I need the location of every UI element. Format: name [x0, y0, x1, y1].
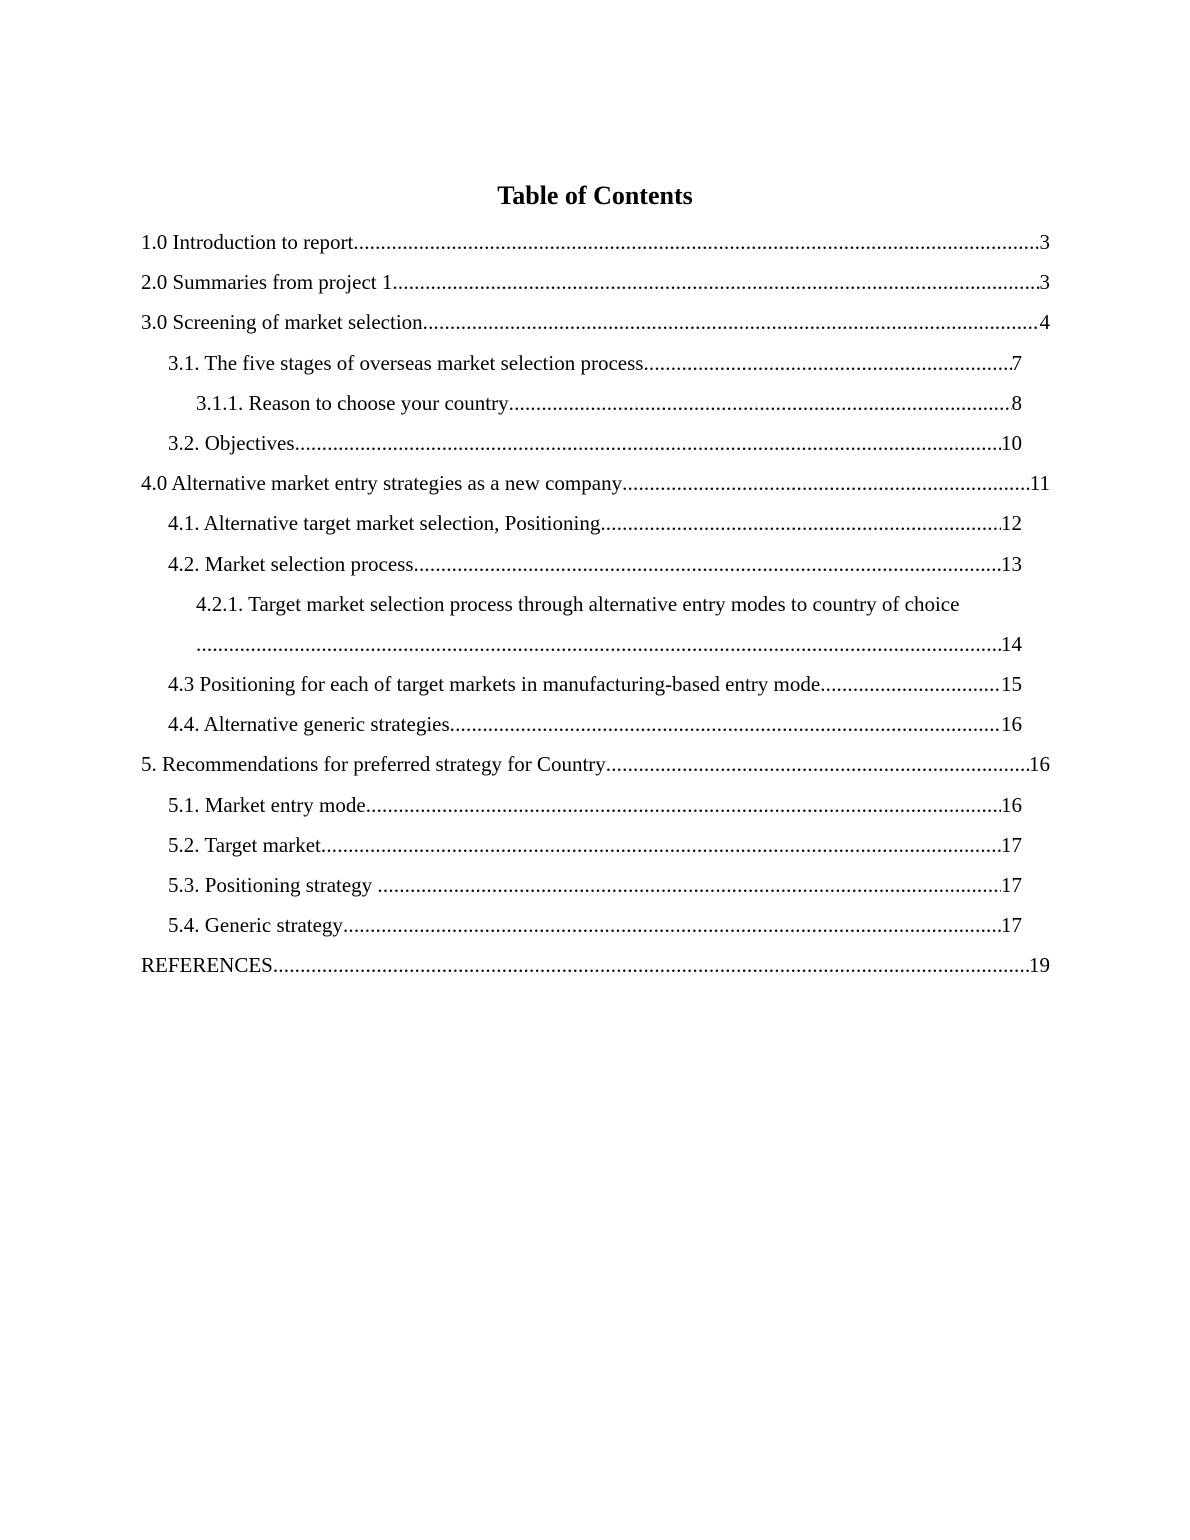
toc-page-number: 15 [1001, 672, 1022, 697]
toc-entry-text: 4.4. Alternative generic strategies [168, 712, 450, 737]
toc-entry[interactable] [168, 865, 1022, 905]
toc-dot-leader [414, 544, 1001, 584]
toc-list [0, 222, 1190, 986]
toc-entry-text: 2.0 Summaries from project 1 [141, 270, 393, 295]
toc-dot-leader [423, 302, 1040, 342]
toc-page-number: 16 [1001, 712, 1022, 737]
toc-page-number: 14 [1001, 631, 1022, 656]
toc-dot-leader [343, 905, 1001, 945]
toc-entry[interactable] [168, 704, 1022, 744]
toc-page-number: 3 [1039, 270, 1050, 295]
toc-dot-leader [377, 865, 1001, 905]
toc-entry-text: REFERENCES [141, 953, 273, 978]
toc-page-number: 10 [1001, 430, 1022, 455]
toc-entry[interactable] [168, 503, 1022, 543]
toc-entry[interactable] [168, 343, 1022, 383]
toc-entry[interactable] [141, 302, 1050, 342]
toc-entry[interactable] [168, 785, 1022, 825]
toc-page-number: 8 [1011, 390, 1022, 415]
toc-dot-leader [622, 463, 1030, 503]
toc-entry-text: 5.2. Target market [168, 832, 321, 857]
toc-page-number: 17 [1001, 913, 1022, 938]
toc-page-number: 17 [1001, 873, 1022, 898]
toc-dot-leader [450, 704, 1001, 744]
toc-entry-text: 5.1. Market entry mode [168, 792, 366, 817]
toc-page-number: 7 [1011, 350, 1022, 375]
toc-entry[interactable] [141, 744, 1050, 784]
toc-dot-leader [820, 664, 1001, 704]
toc-page-number: 12 [1001, 511, 1022, 536]
toc-entry-text: 1.0 Introduction to report [141, 230, 354, 254]
toc-dot-leader [273, 945, 1029, 985]
toc-page-number: 16 [1029, 752, 1050, 777]
toc-page-number: 11 [1029, 471, 1050, 496]
toc-dot-leader [600, 503, 1001, 543]
toc-entry[interactable] [196, 383, 1022, 423]
toc-page-number: 16 [1001, 792, 1022, 817]
toc-entry-text: 4.3 Positioning for each of target markets in manufacturing-based entry mode [168, 672, 821, 697]
toc-page-number: 19 [1029, 953, 1050, 978]
toc-dot-leader [321, 825, 1001, 865]
toc-dot-leader [606, 744, 1029, 784]
toc-entry[interactable] [141, 222, 1050, 262]
toc-entry[interactable] [168, 825, 1022, 865]
toc-entry[interactable] [168, 423, 1022, 463]
toc-dot-leader [353, 222, 1039, 262]
toc-entry[interactable] [141, 463, 1050, 503]
toc-entry[interactable] [168, 905, 1022, 945]
toc-entry-text: 5.4. Generic strategy [168, 913, 343, 938]
toc-entry-text: 5.3. Positioning strategy [168, 873, 378, 898]
toc-dot-leader [366, 785, 1001, 825]
toc-entry[interactable] [168, 664, 1022, 704]
toc-entry-text: 3.1. The five stages of overseas market selection process [168, 350, 644, 375]
toc-dot-leader [392, 262, 1039, 302]
toc-page-number: 3 [1039, 230, 1050, 254]
toc-entry-text: 3.2. Objectives [168, 430, 295, 455]
toc-entry-text: 4.2. Market selection process [168, 551, 414, 576]
toc-page-number: 17 [1001, 832, 1022, 857]
toc-page-number: 13 [1001, 551, 1022, 576]
toc-entry-text: 4.2.1. Target market selection process through alternative entry modes to country of choice [196, 591, 960, 616]
toc-entry[interactable] [196, 584, 1022, 664]
toc-entry[interactable] [141, 262, 1050, 302]
toc-entry[interactable] [168, 544, 1022, 584]
toc-entry-text: 4.0 Alternative market entry strategies as a new company [141, 471, 623, 496]
toc-page-number: 4 [1039, 310, 1050, 335]
toc-entry-text: 4.1. Alternative target market selection, Positioning [168, 511, 601, 536]
toc-dot-leader [509, 383, 1012, 423]
toc-dot-leader [295, 423, 1001, 463]
toc-dot-leader [196, 624, 1001, 664]
toc-entry-text: 3.1.1. Reason to choose your country [196, 390, 509, 415]
toc-dot-leader [643, 343, 1011, 383]
toc-entry-text: 3.0 Screening of market selection [141, 310, 423, 335]
toc-title: Table of Contents [497, 181, 693, 210]
toc-entry-text: 5. Recommendations for preferred strategy for Country [141, 752, 606, 777]
toc-entry[interactable] [141, 945, 1050, 985]
